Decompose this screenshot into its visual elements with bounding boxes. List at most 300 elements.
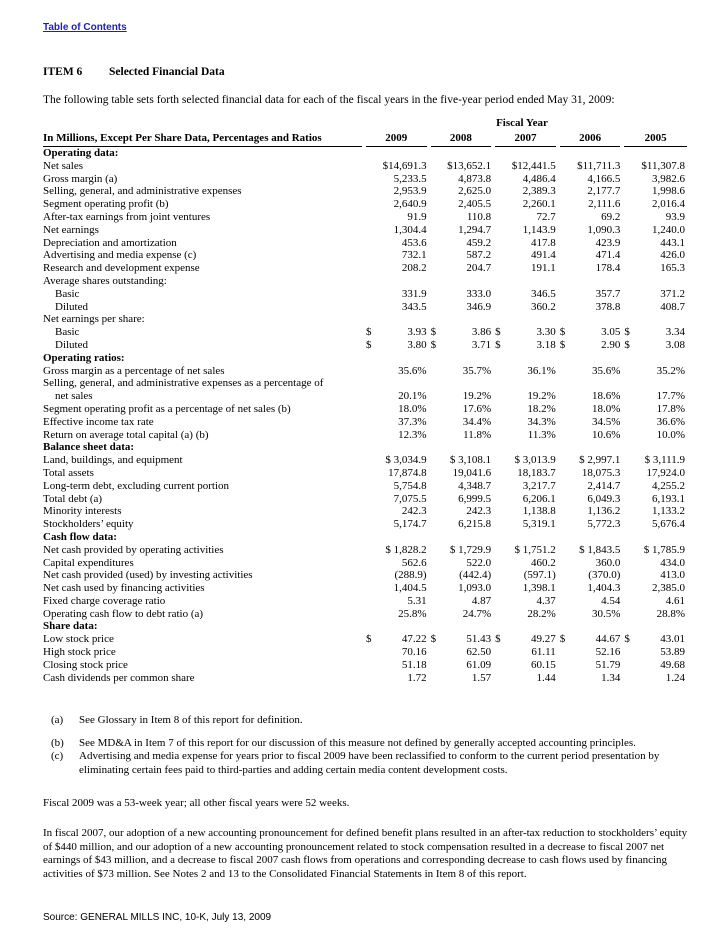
currency-cell: [429, 262, 441, 275]
currency-cell: [364, 582, 376, 595]
currency-cell: [429, 173, 441, 186]
currency-cell: [364, 467, 376, 480]
currency-cell: [429, 147, 441, 160]
row-label: Cash flow data:: [43, 530, 117, 543]
currency-cell: [558, 211, 570, 224]
value-cell: (370.0): [588, 569, 621, 582]
currency-cell: [558, 224, 570, 237]
value-cell: $ 1,843.5: [579, 543, 621, 556]
value-cell: 1,404.5: [393, 582, 427, 595]
value-cell: 471.4: [595, 249, 621, 262]
currency-cell: [622, 608, 634, 621]
value-cell: 1,240.0: [652, 223, 685, 236]
value-cell: 52.16: [595, 646, 621, 659]
value-cell: 10.6%: [591, 428, 621, 441]
currency-cell: [558, 301, 570, 314]
currency-cell: [364, 262, 376, 275]
value-cell: [441, 620, 493, 633]
table-row: [43, 377, 687, 403]
currency-cell: [493, 313, 505, 326]
currency-cell: [493, 454, 505, 467]
currency-cell: [558, 544, 570, 557]
value-cell: 60.15: [531, 658, 556, 671]
currency-cell: [493, 480, 505, 493]
currency-cell: [622, 365, 634, 378]
value-cell: 18,075.3: [581, 466, 621, 479]
value-cell: 1,136.2: [587, 505, 621, 518]
row-label: Depreciation and amortization: [43, 236, 177, 249]
currency-cell: [364, 352, 376, 365]
value-cell: 343.5: [401, 300, 427, 313]
row-label: Cash dividends per common share: [43, 671, 195, 684]
value-cell: 35.6%: [591, 364, 621, 377]
accounting-adoption-paragraph: In fiscal 2007, our adoption of a new accounting pronouncement for defined benefit plans resulted in an after-tax reduction to stockholders’ equity of $440 million, and our adoption of a new accounting pronouncement related to stock compensation resulted in a decrease to fiscal 2007 net earnings of $43 million, and a decrease to fiscal 2007 cash flows from operations and corresponding decrease to cash flows used by financing activities of $73 million. See Notes 2 and 13 to the Consolidated Financial Statements in Item 8 of this report.: [43, 827, 688, 880]
table-row: [43, 211, 687, 224]
value-cell: 4,166.5: [587, 172, 621, 185]
value-cell: [441, 275, 493, 288]
currency-cell: [364, 185, 376, 198]
currency-cell: $: [559, 326, 566, 339]
currency-cell: [622, 493, 634, 506]
value-cell: 17,874.8: [388, 466, 427, 479]
currency-cell: [622, 620, 634, 633]
currency-cell: [558, 416, 570, 429]
row-label: Advertising and media expense (c): [43, 249, 197, 262]
currency-cell: [493, 147, 505, 160]
value-cell: 17.6%: [462, 402, 492, 415]
table-row: [43, 646, 687, 659]
currency-cell: [429, 237, 441, 250]
currency-cell: [558, 275, 570, 288]
currency-cell: [622, 160, 634, 173]
value-cell: 19.2%: [527, 390, 556, 403]
value-cell: 3.93: [407, 326, 427, 339]
currency-cell: [429, 569, 441, 582]
row-label: Diluted: [55, 338, 88, 351]
value-cell: 43.01: [660, 633, 685, 646]
value-cell: 36.1%: [527, 364, 556, 377]
currency-cell: [558, 377, 570, 403]
value-cell: 1,133.2: [652, 505, 685, 518]
value-cell: [505, 147, 557, 160]
value-cell: 49.27: [531, 633, 556, 646]
currency-cell: [429, 505, 441, 518]
value-cell: 18.2%: [527, 402, 556, 415]
currency-cell: [429, 518, 441, 531]
currency-cell: [558, 352, 570, 365]
value-cell: 12.3%: [398, 428, 427, 441]
currency-cell: [493, 467, 505, 480]
currency-cell: [493, 377, 505, 403]
currency-cell: [364, 595, 376, 608]
currency-cell: [622, 659, 634, 672]
value-cell: 3.34: [665, 326, 685, 339]
value-cell: 6,206.1: [522, 492, 556, 505]
value-cell: 19,041.6: [452, 466, 492, 479]
table-row: [43, 339, 687, 352]
currency-cell: [558, 620, 570, 633]
value-cell: 20.1%: [398, 390, 427, 403]
currency-cell: [493, 505, 505, 518]
currency-cell: [558, 531, 570, 544]
currency-cell: [364, 249, 376, 262]
currency-cell: [558, 173, 570, 186]
currency-cell: $: [430, 326, 437, 339]
value-cell: 5,233.5: [393, 172, 427, 185]
row-label: [43, 377, 364, 403]
row-label: Effective income tax rate: [43, 415, 154, 428]
value-cell: 17.7%: [656, 390, 685, 403]
row-label: Net earnings: [43, 223, 99, 236]
value-cell: 3.18: [536, 338, 556, 351]
value-cell: 28.8%: [656, 607, 685, 620]
currency-cell: [493, 557, 505, 570]
currency-cell: [429, 454, 441, 467]
row-label: Selling, general, and administrative expenses: [43, 185, 242, 198]
value-cell: [441, 313, 493, 326]
currency-cell: [622, 262, 634, 275]
value-cell: [505, 531, 557, 544]
value-cell: 357.7: [595, 287, 621, 300]
row-label: Research and development expense: [43, 262, 200, 275]
currency-cell: [493, 352, 505, 365]
value-cell: 62.50: [466, 646, 492, 659]
row-label: Basic: [55, 326, 80, 339]
currency-cell: [364, 237, 376, 250]
row-label: Operating cash flow to debt ratio (a): [43, 607, 204, 620]
value-cell: 1,143.9: [522, 223, 556, 236]
currency-cell: [364, 147, 376, 160]
value-cell: 2,260.1: [522, 198, 556, 211]
value-cell: [634, 620, 687, 633]
section-header-row: [43, 352, 687, 365]
value-cell: $11,307.8: [641, 159, 685, 172]
table-row: [43, 505, 687, 518]
currency-cell: [622, 531, 634, 544]
table-row: [43, 518, 687, 531]
table-row: [43, 557, 687, 570]
currency-cell: [493, 646, 505, 659]
currency-cell: [493, 160, 505, 173]
currency-cell: [364, 454, 376, 467]
value-cell: 459.2: [466, 236, 492, 249]
currency-cell: [622, 275, 634, 288]
currency-cell: [493, 262, 505, 275]
currency-cell: [429, 352, 441, 365]
currency-cell: [364, 288, 376, 301]
value-cell: 191.1: [531, 262, 556, 275]
value-cell: 242.3: [401, 505, 427, 518]
currency-cell: [364, 480, 376, 493]
value-cell: 2.90: [601, 338, 621, 351]
value-cell: 491.4: [531, 249, 556, 262]
currency-cell: [558, 493, 570, 506]
value-cell: 4.61: [665, 594, 685, 607]
value-cell: 44.67: [595, 633, 621, 646]
currency-cell: [622, 467, 634, 480]
value-cell: 34.4%: [462, 415, 492, 428]
currency-cell: [429, 377, 441, 403]
value-cell: 1,304.4: [393, 223, 427, 236]
value-cell: 1,090.3: [587, 223, 621, 236]
value-cell: 587.2: [466, 249, 492, 262]
value-cell: 2,389.3: [522, 185, 556, 198]
row-label: Low stock price: [43, 633, 114, 646]
value-cell: 35.2%: [656, 364, 685, 377]
section-header-row: [43, 441, 687, 454]
currency-cell: [364, 531, 376, 544]
value-cell: 331.9: [401, 287, 427, 300]
currency-cell: [493, 365, 505, 378]
value-cell: 3.86: [471, 326, 492, 339]
value-cell: 426.0: [660, 249, 685, 262]
value-cell: 2,111.6: [588, 198, 621, 211]
currency-cell: [558, 262, 570, 275]
currency-cell: [493, 544, 505, 557]
value-cell: 3.30: [536, 326, 556, 339]
value-cell: 4.54: [601, 594, 621, 607]
currency-cell: [622, 313, 634, 326]
currency-cell: [558, 198, 570, 211]
row-label: Total debt (a): [43, 492, 103, 505]
currency-cell: [364, 173, 376, 186]
row-label: Diluted: [55, 300, 88, 313]
row-label: After-tax earnings from joint ventures: [43, 210, 211, 223]
value-cell: [570, 147, 622, 160]
row-label: Total assets: [43, 466, 94, 479]
value-cell: 2,016.4: [652, 198, 685, 211]
value-cell: 346.9: [466, 300, 492, 313]
value-cell: 1,404.3: [587, 582, 621, 595]
currency-cell: [493, 224, 505, 237]
currency-cell: [558, 595, 570, 608]
row-label: Balance sheet data:: [43, 441, 135, 454]
currency-cell: [622, 505, 634, 518]
value-cell: 51.43: [466, 633, 492, 646]
currency-cell: [493, 441, 505, 454]
value-cell: 1.24: [665, 671, 685, 684]
table-row: [43, 582, 687, 595]
column-header-year: 2005: [622, 131, 687, 147]
currency-cell: [622, 211, 634, 224]
value-cell: 4,348.7: [458, 479, 492, 492]
table-row: [43, 198, 687, 211]
value-cell: $12,441.5: [511, 159, 556, 172]
value-cell: 413.0: [660, 569, 685, 582]
value-cell: 4,255.2: [652, 479, 685, 492]
currency-cell: [429, 275, 441, 288]
value-cell: [570, 620, 622, 633]
currency-cell: [493, 288, 505, 301]
currency-cell: [622, 416, 634, 429]
value-cell: 208.2: [401, 262, 427, 275]
table-row: [43, 416, 687, 429]
value-cell: [441, 531, 493, 544]
currency-cell: [622, 646, 634, 659]
table-row: [43, 403, 687, 416]
table-row: [43, 173, 687, 186]
value-cell: 11.3%: [527, 428, 556, 441]
table-row: [43, 326, 687, 339]
row-label: Net cash provided by operating activities: [43, 543, 224, 556]
currency-cell: [622, 237, 634, 250]
value-cell: 360.2: [531, 300, 556, 313]
footnote-mark: (a): [51, 714, 64, 726]
table-of-contents-link[interactable]: Table of Contents: [43, 22, 127, 33]
value-cell: 408.7: [660, 300, 685, 313]
value-cell: 5,319.1: [522, 518, 556, 531]
value-cell: 1.72: [407, 671, 427, 684]
value-cell: [505, 441, 557, 454]
currency-cell: [429, 441, 441, 454]
currency-cell: [622, 569, 634, 582]
currency-cell: [493, 301, 505, 314]
row-label: Segment operating profit as a percentage of net sales (b): [43, 402, 291, 415]
currency-cell: [622, 582, 634, 595]
value-cell: 371.2: [660, 287, 685, 300]
value-cell: 36.6%: [656, 415, 685, 428]
currency-cell: $: [624, 633, 630, 646]
value-cell: 2,405.5: [458, 198, 492, 211]
value-cell: [570, 275, 622, 288]
value-cell: [376, 275, 428, 288]
section-header-row: [43, 147, 687, 160]
value-cell: 70.16: [401, 646, 427, 659]
value-cell: 2,953.9: [393, 185, 427, 198]
value-cell: [505, 313, 557, 326]
currency-cell: [429, 160, 441, 173]
value-cell: 1,998.6: [652, 185, 685, 198]
row-label-continuation: net sales: [55, 390, 93, 403]
currency-cell: [622, 480, 634, 493]
currency-cell: [622, 672, 634, 685]
table-row: [43, 185, 687, 198]
value-cell: (597.1): [523, 569, 556, 582]
currency-cell: $: [495, 326, 501, 339]
value-cell: 2,177.7: [587, 185, 621, 198]
value-cell: 732.1: [401, 249, 427, 262]
value-cell: 28.2%: [527, 607, 556, 620]
row-label: Long-term debt, excluding current portion: [43, 479, 230, 492]
row-label: High stock price: [43, 646, 116, 659]
currency-cell: [558, 467, 570, 480]
footnote-text: See Glossary in Item 8 of this report for definition.: [79, 714, 303, 726]
value-cell: 3.80: [407, 338, 427, 351]
value-cell: 1,294.7: [458, 223, 492, 236]
value-cell: 522.0: [466, 556, 492, 569]
row-label: Fixed charge coverage ratio: [43, 594, 166, 607]
value-cell: 4,873.8: [458, 172, 492, 185]
row-label: Net earnings per share:: [43, 313, 145, 326]
currency-cell: [493, 518, 505, 531]
currency-cell: [429, 198, 441, 211]
currency-cell: [429, 620, 441, 633]
footnote-mark: (c): [51, 750, 64, 762]
currency-cell: [364, 377, 376, 403]
currency-cell: [429, 249, 441, 262]
currency-cell: [429, 582, 441, 595]
currency-cell: [558, 659, 570, 672]
table-row: [43, 633, 687, 646]
table-row: [43, 595, 687, 608]
value-cell: 360.0: [595, 556, 621, 569]
value-cell: [570, 352, 622, 365]
value-cell: 417.8: [531, 236, 556, 249]
value-cell: $ 1,729.9: [449, 543, 492, 556]
value-cell: 1,398.1: [522, 582, 556, 595]
currency-cell: $: [495, 338, 501, 351]
value-cell: 25.8%: [398, 607, 427, 620]
value-cell: [376, 147, 428, 160]
value-cell: 18,183.7: [517, 466, 556, 479]
currency-cell: [429, 301, 441, 314]
currency-cell: [493, 595, 505, 608]
column-header-year: 2007: [493, 131, 558, 147]
currency-cell: [364, 313, 376, 326]
value-cell: [505, 620, 557, 633]
value-cell: 2,625.0: [458, 185, 492, 198]
value-cell: [634, 313, 687, 326]
currency-cell: [558, 441, 570, 454]
value-cell: $14,691.3: [382, 159, 427, 172]
currency-cell: [622, 403, 634, 416]
value-cell: 3.08: [665, 338, 685, 351]
value-cell: 333.0: [466, 287, 492, 300]
value-cell: 51.18: [401, 658, 427, 671]
currency-cell: [622, 147, 634, 160]
item-title: Selected Financial Data: [109, 66, 225, 78]
value-cell: 61.09: [466, 658, 492, 671]
currency-cell: [622, 301, 634, 314]
currency-cell: $: [365, 633, 372, 646]
row-label: Return on average total capital (a) (b): [43, 428, 209, 441]
value-cell: 24.7%: [462, 607, 492, 620]
currency-cell: [622, 224, 634, 237]
column-header-year: 2009: [364, 131, 429, 147]
currency-cell: [429, 288, 441, 301]
footnote: [43, 750, 703, 777]
value-cell: [634, 275, 687, 288]
footnote-text: Advertising and media expense for years prior to fiscal 2009 have been reclassified to conform to the current period presentation by eliminating certain fees paid to third-parties and adding certain media content development costs.: [79, 750, 660, 776]
section-header-row: [43, 531, 687, 544]
table-header-row: [43, 131, 687, 147]
value-cell: 423.9: [595, 236, 621, 249]
value-cell: 434.0: [660, 556, 685, 569]
value-cell: [376, 531, 428, 544]
currency-cell: [622, 352, 634, 365]
value-cell: $ 1,751.2: [514, 543, 556, 556]
currency-cell: [364, 569, 376, 582]
table-row: [43, 249, 687, 262]
table-row: [43, 429, 687, 442]
currency-cell: [429, 185, 441, 198]
table-row: [43, 493, 687, 506]
value-cell: 6,193.1: [652, 492, 685, 505]
footnote-mark: (b): [51, 736, 64, 749]
value-cell: 443.1: [660, 236, 685, 249]
value-cell: 47.22: [401, 633, 427, 646]
currency-cell: [622, 544, 634, 557]
section-header-row: [43, 620, 687, 633]
currency-cell: [558, 147, 570, 160]
row-label: Minority interests: [43, 505, 122, 518]
currency-cell: [364, 608, 376, 621]
currency-cell: [493, 531, 505, 544]
value-cell: 3.05: [601, 326, 621, 339]
currency-cell: [364, 301, 376, 314]
table-row: [43, 659, 687, 672]
currency-cell: [493, 493, 505, 506]
